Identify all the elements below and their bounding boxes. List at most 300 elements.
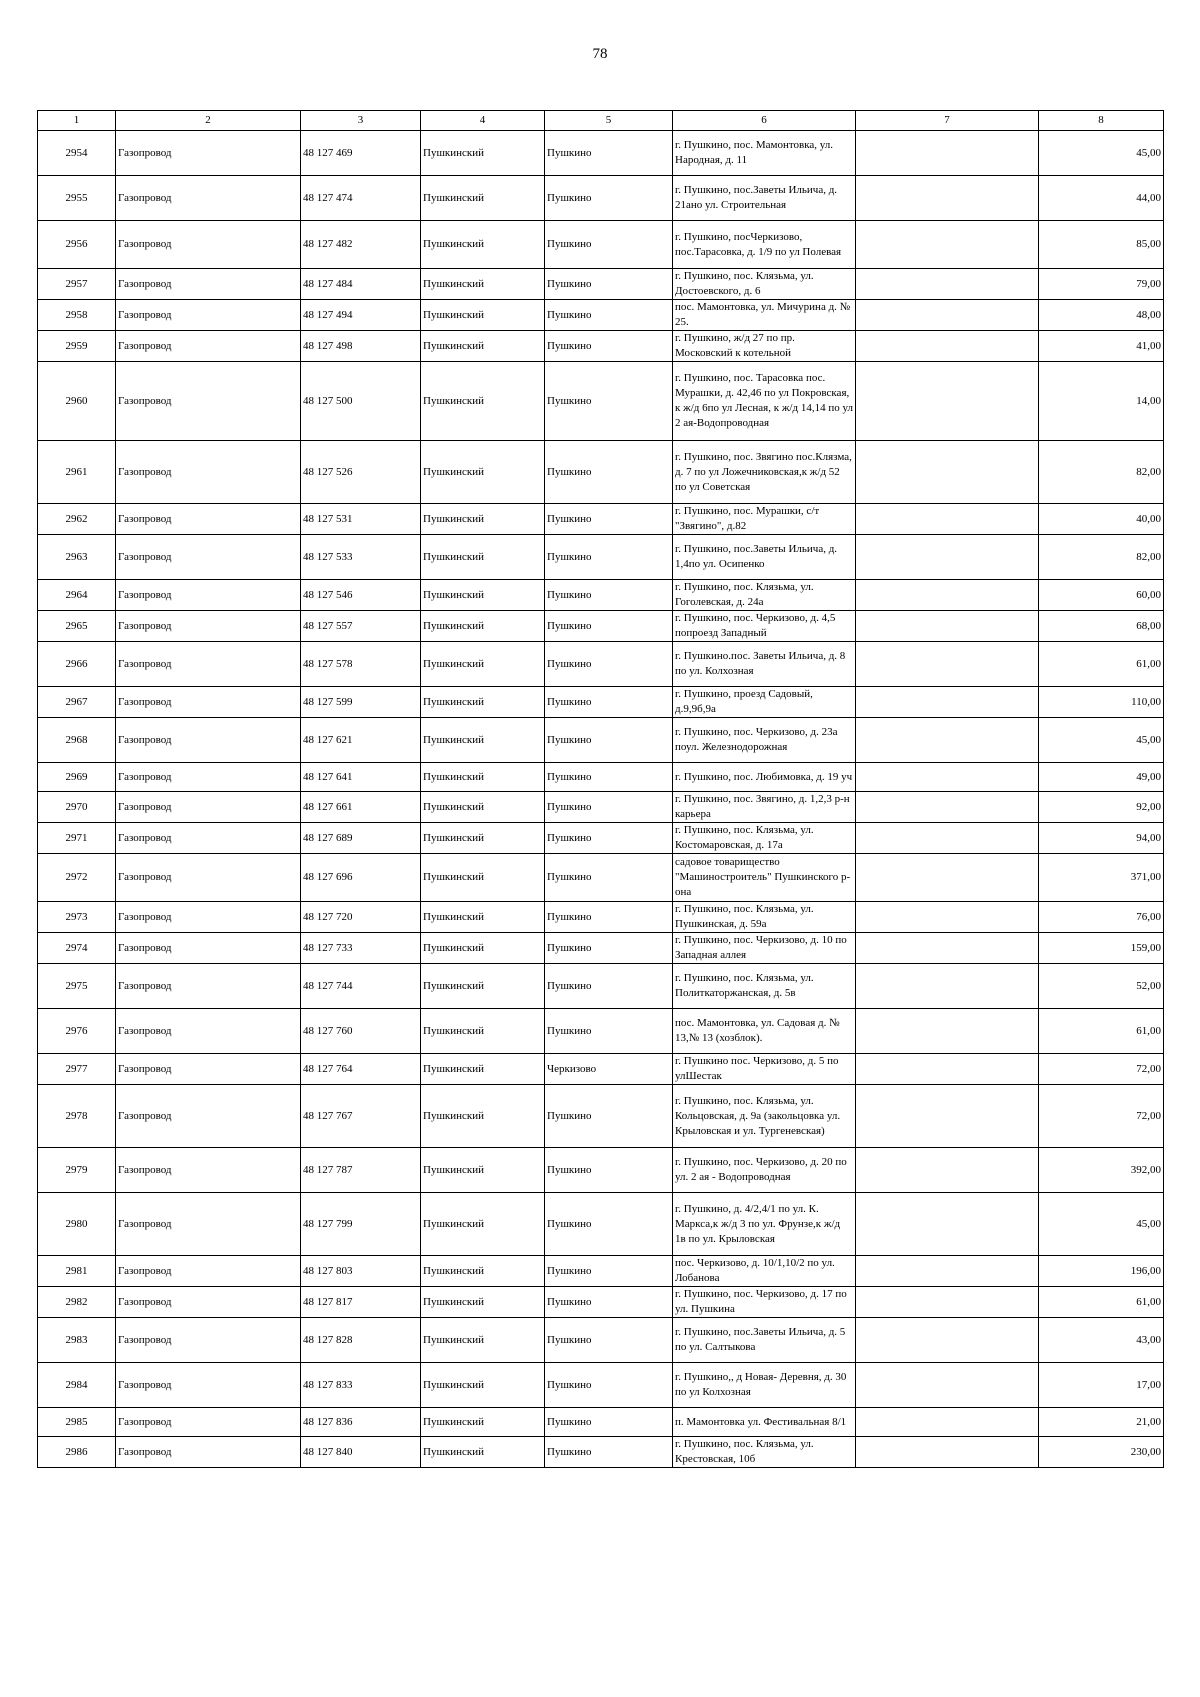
code-cell: 48 127 578	[301, 642, 421, 687]
value-cell: 72,00	[1039, 1085, 1164, 1148]
district-cell: Пушкинский	[421, 763, 545, 792]
code-cell: 48 127 546	[301, 580, 421, 611]
note-cell	[856, 1437, 1039, 1468]
object-type-cell: Газопровод	[116, 1193, 301, 1256]
object-type-cell: Газопровод	[116, 1318, 301, 1363]
value-cell: 21,00	[1039, 1408, 1164, 1437]
value-cell: 17,00	[1039, 1363, 1164, 1408]
note-cell	[856, 823, 1039, 854]
value-cell: 45,00	[1039, 131, 1164, 176]
value-cell: 196,00	[1039, 1256, 1164, 1287]
code-cell: 48 127 474	[301, 176, 421, 221]
district-cell: Пушкинский	[421, 1408, 545, 1437]
table-row	[38, 854, 1164, 902]
table-row	[38, 611, 1164, 642]
code-cell: 48 127 760	[301, 1009, 421, 1054]
district-cell: Пушкинский	[421, 1287, 545, 1318]
note-cell	[856, 1363, 1039, 1408]
address-cell: пос. Черкизово, д. 10/1,10/2 по ул. Лобанова	[673, 1256, 856, 1287]
column-header: 7	[856, 111, 1039, 131]
column-header: 1	[38, 111, 116, 131]
district-cell: Пушкинский	[421, 1009, 545, 1054]
note-cell	[856, 176, 1039, 221]
object-type-cell: Газопровод	[116, 933, 301, 964]
table-row	[38, 1437, 1164, 1468]
city-cell: Пушкино	[545, 331, 673, 362]
object-type-cell: Газопровод	[116, 823, 301, 854]
code-cell: 48 127 744	[301, 964, 421, 1009]
note-cell	[856, 1287, 1039, 1318]
value-cell: 68,00	[1039, 611, 1164, 642]
address-cell: г. Пушкино, пос. Черкизово, д. 17 по ул. Пушкина	[673, 1287, 856, 1318]
row-number-cell: 2982	[38, 1287, 116, 1318]
address-cell: г. Пушкино, пос. Черкизово, д. 4,5 попроезд Западный	[673, 611, 856, 642]
city-cell: Пушкино	[545, 902, 673, 933]
table-row	[38, 580, 1164, 611]
address-cell: г. Пушкино, пос.Заветы Ильича, д. 21ано ул. Строительная	[673, 176, 856, 221]
value-cell: 45,00	[1039, 1193, 1164, 1256]
district-cell: Пушкинский	[421, 1085, 545, 1148]
row-number-cell: 2958	[38, 300, 116, 331]
address-cell: г. Пушкино, пос. Клязьма, ул. Пушкинская, д. 59а	[673, 902, 856, 933]
row-number-cell: 2972	[38, 854, 116, 902]
code-cell: 48 127 817	[301, 1287, 421, 1318]
district-cell: Пушкинский	[421, 504, 545, 535]
value-cell: 230,00	[1039, 1437, 1164, 1468]
object-type-cell: Газопровод	[116, 687, 301, 718]
table-row	[38, 902, 1164, 933]
code-cell: 48 127 599	[301, 687, 421, 718]
value-cell: 14,00	[1039, 362, 1164, 441]
note-cell	[856, 1408, 1039, 1437]
city-cell: Пушкино	[545, 1408, 673, 1437]
object-type-cell: Газопровод	[116, 642, 301, 687]
row-number-cell: 2963	[38, 535, 116, 580]
note-cell	[856, 269, 1039, 300]
code-cell: 48 127 533	[301, 535, 421, 580]
city-cell: Пушкино	[545, 687, 673, 718]
city-cell: Пушкино	[545, 1085, 673, 1148]
city-cell: Пушкино	[545, 933, 673, 964]
address-cell: г. Пушкино,, д Новая- Деревня, д. 30 по ул Колхозная	[673, 1363, 856, 1408]
row-number-cell: 2962	[38, 504, 116, 535]
city-cell: Пушкино	[545, 1193, 673, 1256]
address-cell: пос. Мамонтовка, ул. Садовая д. № 13,№ 13 (хозблок).	[673, 1009, 856, 1054]
table-row	[38, 792, 1164, 823]
row-number-cell: 2971	[38, 823, 116, 854]
object-type-cell: Газопровод	[116, 300, 301, 331]
object-type-cell: Газопровод	[116, 580, 301, 611]
row-number-cell: 2960	[38, 362, 116, 441]
district-cell: Пушкинский	[421, 964, 545, 1009]
row-number-cell: 2956	[38, 221, 116, 269]
district-cell: Пушкинский	[421, 1148, 545, 1193]
address-cell: садовое товарищество "Машиностроитель" Пушкинского р-она	[673, 854, 856, 902]
code-cell: 48 127 764	[301, 1054, 421, 1085]
code-cell: 48 127 482	[301, 221, 421, 269]
table-row	[38, 1054, 1164, 1085]
address-cell: г. Пушкино, пос. Любимовка, д. 19 уч	[673, 763, 856, 792]
city-cell: Пушкино	[545, 1287, 673, 1318]
table-row	[38, 176, 1164, 221]
address-cell: г. Пушкино, пос. Клязьма, ул. Политкаторжанская, д. 5в	[673, 964, 856, 1009]
address-cell: г. Пушкино, пос.Заветы Ильича, д. 5 по ул. Салтыкова	[673, 1318, 856, 1363]
object-type-cell: Газопровод	[116, 535, 301, 580]
table-row	[38, 1318, 1164, 1363]
code-cell: 48 127 526	[301, 441, 421, 504]
object-type-cell: Газопровод	[116, 902, 301, 933]
district-cell: Пушкинский	[421, 823, 545, 854]
value-cell: 82,00	[1039, 441, 1164, 504]
address-cell: г. Пушкино.пос. Заветы Ильича, д. 8 по ул. Колхозная	[673, 642, 856, 687]
note-cell	[856, 718, 1039, 763]
table-row	[38, 269, 1164, 300]
note-cell	[856, 1054, 1039, 1085]
address-cell: г. Пушкино, пос.Заветы Ильича, д. 1,4по ул. Осипенко	[673, 535, 856, 580]
note-cell	[856, 611, 1039, 642]
registry-table	[37, 110, 1164, 1468]
note-cell	[856, 362, 1039, 441]
code-cell: 48 127 621	[301, 718, 421, 763]
value-cell: 48,00	[1039, 300, 1164, 331]
note-cell	[856, 1148, 1039, 1193]
address-cell: г. Пушкино, д. 4/2,4/1 по ул. К. Маркса,к ж/д 3 по ул. Фрунзе,к ж/д 1в по ул. Крыловская	[673, 1193, 856, 1256]
city-cell: Пушкино	[545, 580, 673, 611]
object-type-cell: Газопровод	[116, 1287, 301, 1318]
row-number-cell: 2980	[38, 1193, 116, 1256]
address-cell: г. Пушкино, пос. Звягино, д. 1,2,3 р-н карьера	[673, 792, 856, 823]
code-cell: 48 127 689	[301, 823, 421, 854]
row-number-cell: 2966	[38, 642, 116, 687]
object-type-cell: Газопровод	[116, 792, 301, 823]
value-cell: 159,00	[1039, 933, 1164, 964]
note-cell	[856, 933, 1039, 964]
district-cell: Пушкинский	[421, 933, 545, 964]
row-number-cell: 2970	[38, 792, 116, 823]
value-cell: 82,00	[1039, 535, 1164, 580]
district-cell: Пушкинский	[421, 221, 545, 269]
city-cell: Пушкино	[545, 964, 673, 1009]
district-cell: Пушкинский	[421, 854, 545, 902]
city-cell: Пушкино	[545, 611, 673, 642]
city-cell: Пушкино	[545, 1363, 673, 1408]
value-cell: 45,00	[1039, 718, 1164, 763]
column-header: 8	[1039, 111, 1164, 131]
column-header: 4	[421, 111, 545, 131]
code-cell: 48 127 484	[301, 269, 421, 300]
object-type-cell: Газопровод	[116, 1408, 301, 1437]
object-type-cell: Газопровод	[116, 221, 301, 269]
code-cell: 48 127 828	[301, 1318, 421, 1363]
table-row	[38, 1148, 1164, 1193]
address-cell: г. Пушкино, пос. Мамонтовка, ул. Народная, д. 11	[673, 131, 856, 176]
row-number-cell: 2984	[38, 1363, 116, 1408]
city-cell: Пушкино	[545, 792, 673, 823]
row-number-cell: 2978	[38, 1085, 116, 1148]
city-cell: Пушкино	[545, 176, 673, 221]
table-row	[38, 441, 1164, 504]
value-cell: 52,00	[1039, 964, 1164, 1009]
district-cell: Пушкинский	[421, 1054, 545, 1085]
row-number-cell: 2976	[38, 1009, 116, 1054]
object-type-cell: Газопровод	[116, 1437, 301, 1468]
note-cell	[856, 902, 1039, 933]
note-cell	[856, 1193, 1039, 1256]
row-number-cell: 2973	[38, 902, 116, 933]
table-row	[38, 131, 1164, 176]
table-row	[38, 221, 1164, 269]
city-cell: Пушкино	[545, 504, 673, 535]
note-cell	[856, 964, 1039, 1009]
district-cell: Пушкинский	[421, 300, 545, 331]
city-cell: Черкизово	[545, 1054, 673, 1085]
code-cell: 48 127 469	[301, 131, 421, 176]
city-cell: Пушкино	[545, 131, 673, 176]
district-cell: Пушкинский	[421, 535, 545, 580]
table-row	[38, 535, 1164, 580]
city-cell: Пушкино	[545, 362, 673, 441]
address-cell: г. Пушкино, пос. Черкизово, д. 20 по ул. 2 ая - Водопроводная	[673, 1148, 856, 1193]
table-row	[38, 964, 1164, 1009]
value-cell: 43,00	[1039, 1318, 1164, 1363]
city-cell: Пушкино	[545, 441, 673, 504]
value-cell: 72,00	[1039, 1054, 1164, 1085]
row-number-cell: 2977	[38, 1054, 116, 1085]
city-cell: Пушкино	[545, 300, 673, 331]
table-row	[38, 1256, 1164, 1287]
object-type-cell: Газопровод	[116, 1054, 301, 1085]
column-header: 5	[545, 111, 673, 131]
address-cell: г. Пушкино, пос. Мурашки, с/т "Звягино", д.82	[673, 504, 856, 535]
city-cell: Пушкино	[545, 1256, 673, 1287]
value-cell: 40,00	[1039, 504, 1164, 535]
object-type-cell: Газопровод	[116, 362, 301, 441]
code-cell: 48 127 840	[301, 1437, 421, 1468]
row-number-cell: 2981	[38, 1256, 116, 1287]
district-cell: Пушкинский	[421, 792, 545, 823]
object-type-cell: Газопровод	[116, 1148, 301, 1193]
object-type-cell: Газопровод	[116, 718, 301, 763]
note-cell	[856, 854, 1039, 902]
note-cell	[856, 687, 1039, 718]
address-cell: г. Пушкино, пос. Клязьма, ул. Достоевского, д. 6	[673, 269, 856, 300]
code-cell: 48 127 833	[301, 1363, 421, 1408]
row-number-cell: 2983	[38, 1318, 116, 1363]
table-row	[38, 763, 1164, 792]
code-cell: 48 127 799	[301, 1193, 421, 1256]
city-cell: Пушкино	[545, 823, 673, 854]
address-cell: г. Пушкино, пос. Клязьма, ул. Костомаровская, д. 17а	[673, 823, 856, 854]
object-type-cell: Газопровод	[116, 611, 301, 642]
object-type-cell: Газопровод	[116, 854, 301, 902]
table-row	[38, 1009, 1164, 1054]
row-number-cell: 2967	[38, 687, 116, 718]
address-cell: г. Пушкино, пос. Клязьма, ул. Гоголевская, д. 24а	[673, 580, 856, 611]
object-type-cell: Газопровод	[116, 1363, 301, 1408]
code-cell: 48 127 836	[301, 1408, 421, 1437]
value-cell: 94,00	[1039, 823, 1164, 854]
code-cell: 48 127 661	[301, 792, 421, 823]
row-number-cell: 2986	[38, 1437, 116, 1468]
table-row	[38, 1363, 1164, 1408]
code-cell: 48 127 557	[301, 611, 421, 642]
value-cell: 61,00	[1039, 1287, 1164, 1318]
note-cell	[856, 331, 1039, 362]
value-cell: 392,00	[1039, 1148, 1164, 1193]
object-type-cell: Газопровод	[116, 763, 301, 792]
district-cell: Пушкинский	[421, 718, 545, 763]
note-cell	[856, 792, 1039, 823]
note-cell	[856, 1009, 1039, 1054]
column-header: 3	[301, 111, 421, 131]
district-cell: Пушкинский	[421, 1437, 545, 1468]
table-row	[38, 1287, 1164, 1318]
row-number-cell: 2954	[38, 131, 116, 176]
code-cell: 48 127 531	[301, 504, 421, 535]
district-cell: Пушкинский	[421, 269, 545, 300]
object-type-cell: Газопровод	[116, 1009, 301, 1054]
code-cell: 48 127 696	[301, 854, 421, 902]
note-cell	[856, 300, 1039, 331]
note-cell	[856, 535, 1039, 580]
row-number-cell: 2955	[38, 176, 116, 221]
city-cell: Пушкино	[545, 854, 673, 902]
district-cell: Пушкинский	[421, 611, 545, 642]
address-cell: г. Пушкино, пос. Клязьма, ул. Кольцовская, д. 9а (закольцовка ул. Крыловская и ул. Тургеневская)	[673, 1085, 856, 1148]
value-cell: 110,00	[1039, 687, 1164, 718]
district-cell: Пушкинский	[421, 441, 545, 504]
row-number-cell: 2969	[38, 763, 116, 792]
row-number-cell: 2961	[38, 441, 116, 504]
object-type-cell: Газопровод	[116, 1256, 301, 1287]
district-cell: Пушкинский	[421, 131, 545, 176]
table-row	[38, 718, 1164, 763]
note-cell	[856, 1318, 1039, 1363]
table-row	[38, 504, 1164, 535]
city-cell: Пушкино	[545, 1009, 673, 1054]
table-row	[38, 331, 1164, 362]
note-cell	[856, 504, 1039, 535]
code-cell: 48 127 720	[301, 902, 421, 933]
district-cell: Пушкинский	[421, 687, 545, 718]
district-cell: Пушкинский	[421, 642, 545, 687]
page-number: 78	[592, 46, 608, 62]
row-number-cell: 2974	[38, 933, 116, 964]
address-cell: пос. Мамонтовка, ул. Мичурина д. № 25.	[673, 300, 856, 331]
city-cell: Пушкино	[545, 535, 673, 580]
row-number-cell: 2965	[38, 611, 116, 642]
city-cell: Пушкино	[545, 718, 673, 763]
address-cell: г. Пушкино, проезд Садовый, д.9,9б,9а	[673, 687, 856, 718]
note-cell	[856, 131, 1039, 176]
district-cell: Пушкинский	[421, 902, 545, 933]
district-cell: Пушкинский	[421, 362, 545, 441]
code-cell: 48 127 500	[301, 362, 421, 441]
district-cell: Пушкинский	[421, 1256, 545, 1287]
code-cell: 48 127 767	[301, 1085, 421, 1148]
value-cell: 371,00	[1039, 854, 1164, 902]
row-number-cell: 2975	[38, 964, 116, 1009]
district-cell: Пушкинский	[421, 176, 545, 221]
note-cell	[856, 763, 1039, 792]
city-cell: Пушкино	[545, 1318, 673, 1363]
object-type-cell: Газопровод	[116, 441, 301, 504]
table-row	[38, 1193, 1164, 1256]
address-cell: г. Пушкино, пос. Звягино пос.Клязма, д. 7 по ул Ложечниковская,к ж/д 52 по ул Советская	[673, 441, 856, 504]
value-cell: 76,00	[1039, 902, 1164, 933]
value-cell: 44,00	[1039, 176, 1164, 221]
code-cell: 48 127 803	[301, 1256, 421, 1287]
value-cell: 41,00	[1039, 331, 1164, 362]
table-row	[38, 933, 1164, 964]
city-cell: Пушкино	[545, 763, 673, 792]
row-number-cell: 2959	[38, 331, 116, 362]
city-cell: Пушкино	[545, 221, 673, 269]
value-cell: 85,00	[1039, 221, 1164, 269]
address-cell: г. Пушкино, пос. Черкизово, д. 23а поул. Железнодорожная	[673, 718, 856, 763]
code-cell: 48 127 498	[301, 331, 421, 362]
address-cell: г. Пушкино, пос. Клязьма, ул. Крестовская, 10б	[673, 1437, 856, 1468]
address-cell: п. Мамонтовка ул. Фестивальная 8/1	[673, 1408, 856, 1437]
code-cell: 48 127 787	[301, 1148, 421, 1193]
table-row	[38, 687, 1164, 718]
district-cell: Пушкинский	[421, 1363, 545, 1408]
object-type-cell: Газопровод	[116, 131, 301, 176]
address-cell: г. Пушкино, посЧеркизово, пос.Тарасовка, д. 1/9 по ул Полевая	[673, 221, 856, 269]
note-cell	[856, 221, 1039, 269]
district-cell: Пушкинский	[421, 1318, 545, 1363]
row-number-cell: 2968	[38, 718, 116, 763]
row-number-cell: 2985	[38, 1408, 116, 1437]
address-cell: г. Пушкино, ж/д 27 по пр. Московский к котельной	[673, 331, 856, 362]
row-number-cell: 2979	[38, 1148, 116, 1193]
object-type-cell: Газопровод	[116, 504, 301, 535]
object-type-cell: Газопровод	[116, 331, 301, 362]
value-cell: 61,00	[1039, 1009, 1164, 1054]
object-type-cell: Газопровод	[116, 176, 301, 221]
district-cell: Пушкинский	[421, 331, 545, 362]
address-cell: г. Пушкино, пос. Черкизово, д. 10 по Западная аллея	[673, 933, 856, 964]
table-row	[38, 300, 1164, 331]
column-header: 2	[116, 111, 301, 131]
value-cell: 79,00	[1039, 269, 1164, 300]
address-cell: г. Пушкино, пос. Тарасовка пос. Мурашки, д. 42,46 по ул Покровская, к ж/д 6по ул Лесная, к ж/д 14,14 по ул 2 ая-Водопроводная	[673, 362, 856, 441]
column-header: 6	[673, 111, 856, 131]
header-row	[38, 111, 1164, 131]
table-row	[38, 642, 1164, 687]
note-cell	[856, 642, 1039, 687]
note-cell	[856, 1085, 1039, 1148]
code-cell: 48 127 641	[301, 763, 421, 792]
note-cell	[856, 1256, 1039, 1287]
city-cell: Пушкино	[545, 1148, 673, 1193]
value-cell: 60,00	[1039, 580, 1164, 611]
row-number-cell: 2957	[38, 269, 116, 300]
value-cell: 61,00	[1039, 642, 1164, 687]
row-number-cell: 2964	[38, 580, 116, 611]
code-cell: 48 127 494	[301, 300, 421, 331]
object-type-cell: Газопровод	[116, 964, 301, 1009]
table-row	[38, 823, 1164, 854]
address-cell: г. Пушкино пос. Черкизово, д. 5 по улШестак	[673, 1054, 856, 1085]
table-body	[38, 131, 1164, 1468]
city-cell: Пушкино	[545, 1437, 673, 1468]
value-cell: 49,00	[1039, 763, 1164, 792]
code-cell: 48 127 733	[301, 933, 421, 964]
value-cell: 92,00	[1039, 792, 1164, 823]
city-cell: Пушкино	[545, 269, 673, 300]
table-row	[38, 1085, 1164, 1148]
